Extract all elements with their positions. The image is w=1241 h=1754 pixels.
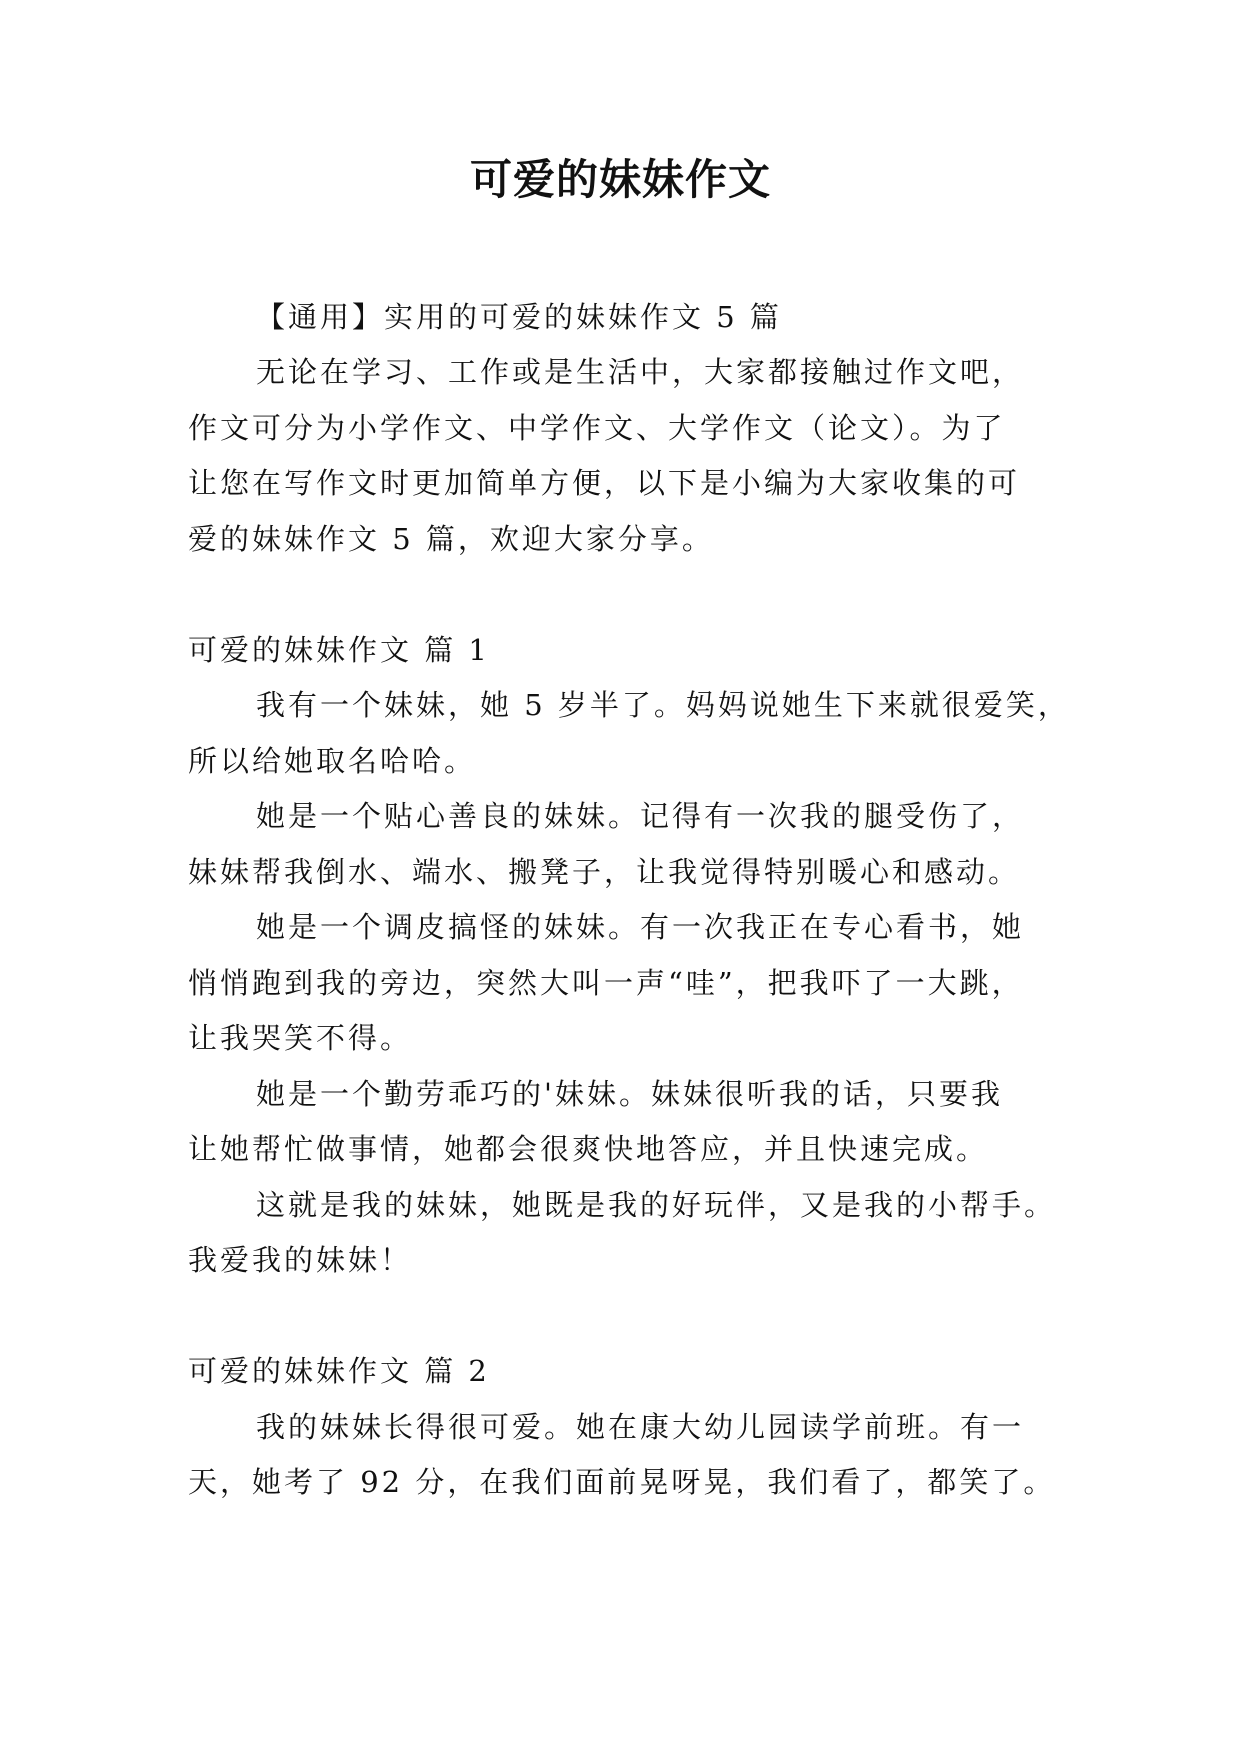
paragraph-line: 悄悄跑到我的旁边，突然大叫一声“哇”，把我吓了一大跳， <box>188 966 1024 1000</box>
paragraph-line: 这就是我的妹妹，她既是我的好玩伴，又是我的小帮手。 <box>256 1188 1057 1222</box>
paragraph-line: 她是一个调皮搞怪的妹妹。有一次我正在专心看书，她 <box>256 910 1025 944</box>
paragraph-line: 所以给她取名哈哈。 <box>188 744 477 778</box>
paragraph-line: 让她帮忙做事情，她都会很爽快地答应，并且快速完成。 <box>188 1132 989 1166</box>
paragraph-line: 她是一个勤劳乖巧的'妹妹。妹妹很听我的话，只要我 <box>256 1077 1003 1111</box>
paragraph-line: 妹妹帮我倒水、端水、搬凳子，让我觉得特别暖心和感动。 <box>188 855 1021 889</box>
paragraph-line: 让您在写作文时更加简单方便，以下是小编为大家收集的可 <box>188 466 1021 500</box>
section-heading: 可爱的妹妹作文 篇 2 <box>188 1354 490 1388</box>
document-title: 可爱的妹妹作文 <box>469 155 771 204</box>
section-heading: 可爱的妹妹作文 篇 1 <box>188 633 490 667</box>
paragraph-line: 天，她考了 92 分，在我们面前晃呀晃，我们看了，都笑了。 <box>188 1465 1056 1499</box>
intro-heading: 【通用】实用的可爱的妹妹作文 5 篇 <box>256 300 782 334</box>
paragraph-line: 无论在学习、工作或是生活中，大家都接触过作文吧， <box>256 355 1025 389</box>
paragraph-line: 作文可分为小学作文、中学作文、大学作文（论文）。为了 <box>188 411 1006 445</box>
paragraph-line: 我爱我的妹妹！ <box>188 1243 413 1277</box>
paragraph-line: 她是一个贴心善良的妹妹。记得有一次我的腿受伤了， <box>256 799 1025 833</box>
paragraph-line: 爱的妹妹作文 5 篇，欢迎大家分享。 <box>188 522 714 556</box>
paragraph-line: 让我哭笑不得。 <box>188 1021 413 1055</box>
paragraph-line: 我有一个妹妹，她 5 岁半了。妈妈说她生下来就很爱笑， <box>256 688 1070 722</box>
paragraph-line: 我的妹妹长得很可爱。她在康大幼儿园读学前班。有一 <box>256 1410 1025 1444</box>
